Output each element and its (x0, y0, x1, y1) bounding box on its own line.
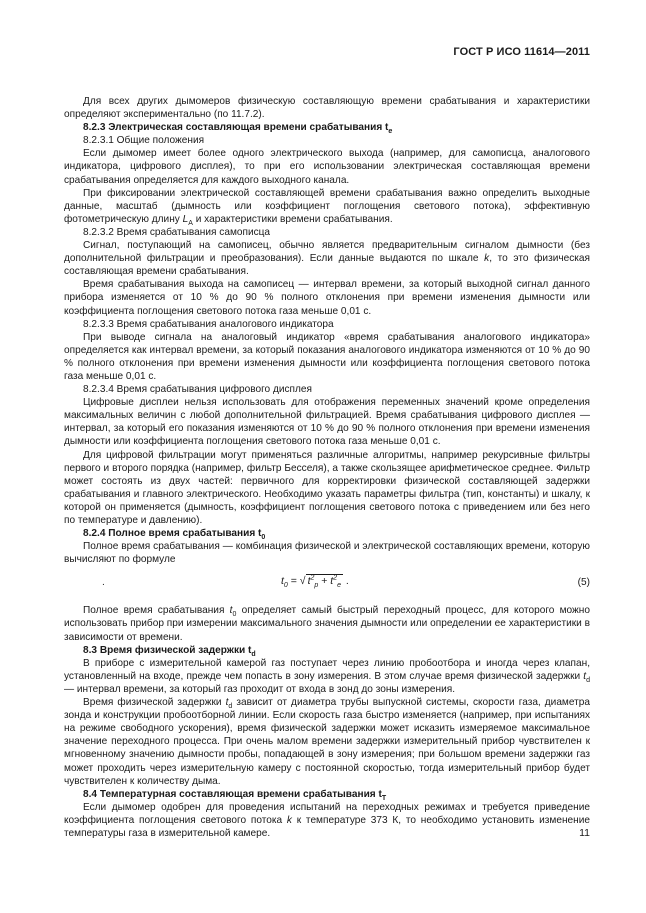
paragraph: Сигнал, поступающий на самописец, обычно является предварительным сигналом дымности (без дополнительной фильтрации и преобразования). Если данные выдаются по шкале k, то это физическая составляющая времени срабатывания. (64, 240, 590, 278)
section-heading-8-2-3: 8.2.3 Электрическая составляющая времени срабатывания $t_e$ (83, 122, 393, 136)
paragraph: Время срабатывания выхода на самописец — интервал времени, за который выходной сигнал данного прибора изменяется от 10 % до 90 % полного отклонения при времени изменения дымности или коэффициента поглощения светового потока газа меньше 0,01 с. (64, 279, 590, 317)
sqrt-symbol: √ (299, 575, 306, 588)
paragraph: Для цифровой фильтрации могут применяться различные алгоритмы, например рекурсивные фильтры первого и второго порядка (например, фильтр Бесселя), а также скользящее арифметическое среднее. Фильтр может состоять из двух частей: первичного для корректировки физической составляющей задержки срабатывания и главного электрического. Необходимо указать параметры фильтра (тип, константы) и шкалу, к которой он применяется (дымность, коэффициент поглощения светового потока с приведением или без него по температуре и давлению). (64, 449, 590, 526)
formula-5 (64, 572, 590, 598)
formula-expression: $t_0$ = √ $t^2_p + t^2_e$ . (281, 574, 349, 590)
formula-number: (5) (577, 577, 590, 589)
paragraph: Полное время срабатывания $t_0$ определяет самый быстрый переходный процесс, для которого можно использовать прибор при измерении максимального значения дымности или определении ее характеристики в зависимости от времени. (64, 605, 590, 643)
section-heading-8-2-4: 8.2.4 Полное время срабатывания $t_0$ (83, 528, 266, 542)
subsection-heading-8-2-3-3: 8.2.3.3 Время срабатывания аналогового индикатора (83, 318, 334, 330)
paragraph: Если дымомер одобрен для проведения испытаний на переходных режимах и требуется приведение коэффициента поглощения светового потока k к температуре 373 К, то необходимо установить изменение температуры газа в измерительной камере. (64, 801, 590, 839)
page-number: 11 (579, 827, 590, 839)
standard-header: ГОСТ Р ИСО 11614—2011 (453, 46, 590, 58)
paragraph: Цифровые дисплеи нельзя использовать для отображения переменных значений кроме определения максимальных величин с любой дополнительной фильтрацией. Время срабатывания цифрового дисплея — интервал, за который его показания изменяются от 10 % до 90 % полного отклонения при времени изменения дымности или коэффициента поглощения светового потока газа меньше 0,01 с. (64, 397, 590, 448)
section-heading-8-4: 8.4 Температурная составляющая времени срабатывания $t_T$ (83, 788, 387, 802)
paragraph: Если дымомер имеет более одного электрического выхода (например, для самописца, аналогового индикатора, цифрового дисплея), то при его использовании электрическая составляющая времени срабатывания определяется для каждого выходного канала. (64, 148, 590, 186)
paragraph: Для всех других дымомеров физическую составляющую времени срабатывания и характеристики определяют экспериментально (по 11.7.2). (64, 96, 590, 121)
paragraph: При фиксировании электрической составляющей времени срабатывания важно определить выходные данные, масштаб (дымность или коэффициент поглощения светового потока), эффективную фотометрическую длину $L_A$ и характеристики времени срабатывания. (64, 187, 590, 227)
document-body (64, 95, 590, 840)
paragraph: В приборе с измерительной камерой газ поступает через линию пробоотбора и иногда через клапан, установленный на входе, прежде чем попасть в зону измерения. В этом случае время физической задержки $t_d$ — интервал времени, за который газ проходит от входа в зонд до зоны измерения. (64, 657, 590, 695)
paragraph: При выводе сигнала на аналоговый индикатор «время срабатывания аналогового индикатора» определяется как интервал времени, за который показания аналогового индикатора изменяются от 10 % до 90 % полного отклонения при времени изменения дымности или коэффициента поглощения светового потока газа меньше 0,01 с. (64, 331, 590, 382)
paragraph: Время физической задержки $t_d$ зависит от диаметра трубы выпускной системы, скорости газа, диаметра зонда и конструкции пробоотборной линии. Если скорость газа быстро изменяется (например, при испытаниях на режиме свободного ускорения), время физической задержки может исказить измеряемое максимальное значение переходного процесса. При очень малом времени задержки измерительный прибор чувствителен к мгновенному значению дымности пробы, попадающей в зону измерения; при большом времени задержки газ может проходить через измерительную камеру с постоянной скоростью, тогда измерительный прибор будет чувствителен к количеству дыма. (64, 697, 591, 787)
paragraph: Полное время срабатывания — комбинация физической и электрической составляющих времени, которую вычисляют по формуле (64, 541, 590, 566)
subsection-heading-8-2-3-1: 8.2.3.1 Общие положения (83, 135, 205, 147)
section-heading-8-3: 8.3 Время физической задержки $t_d$ (83, 644, 256, 658)
subsection-heading-8-2-3-2: 8.2.3.2 Время срабатывания самописца (83, 226, 271, 238)
subsection-heading-8-2-3-4: 8.2.3.4 Время срабатывания цифрового дисплея (83, 384, 312, 396)
formula-dot: . (102, 577, 105, 589)
